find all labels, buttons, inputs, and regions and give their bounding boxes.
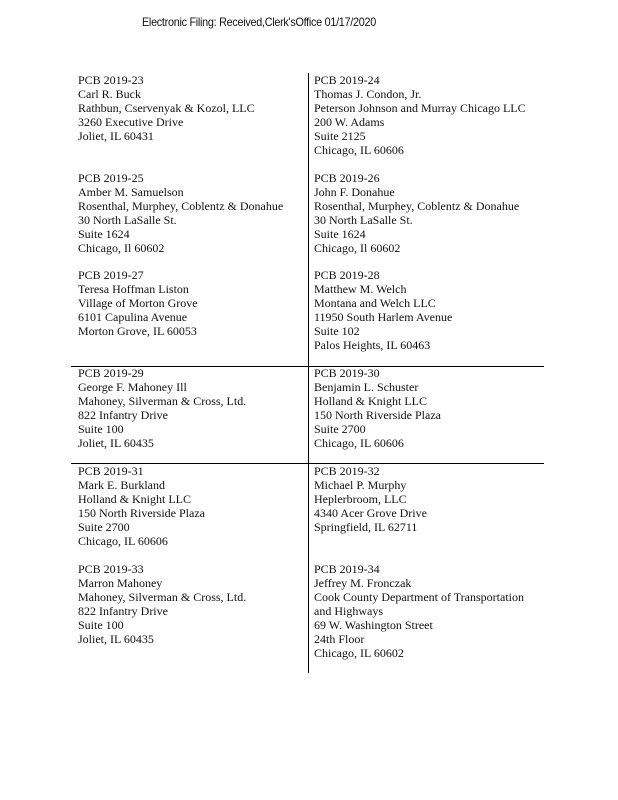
address-line: Holland & Knight LLC <box>78 492 191 506</box>
case-number: PCB 2019-26 <box>314 171 380 185</box>
address-line: Suite 2700 <box>314 422 366 436</box>
service-entry <box>314 464 427 534</box>
address-line: 4340 Acer Grove Drive <box>314 506 427 520</box>
address-line: Rosenthal, Murphey, Coblentz & Donahue <box>314 199 520 213</box>
address-line: 822 Infantry Drive <box>78 604 168 618</box>
address-line: Joliet, IL 60431 <box>78 129 154 143</box>
address-line: Suite 1624 <box>78 227 130 241</box>
case-number: PCB 2019-27 <box>78 268 144 282</box>
address-line: Suite 102 <box>314 324 360 338</box>
address-line: Chicago, IL 60606 <box>78 534 168 548</box>
service-entry <box>314 562 524 660</box>
address-line: Suite 100 <box>78 618 124 632</box>
address-line: Heplerbroom, LLC <box>314 492 407 506</box>
address-line: Joliet, IL 60435 <box>78 436 154 450</box>
address-line: Matthew M. Welch <box>314 282 407 296</box>
address-line: 6101 Capulina Avenue <box>78 310 188 324</box>
address-line: Benjamin L. Schuster <box>314 380 419 394</box>
address-line: Amber M. Samuelson <box>78 185 184 199</box>
address-line: Holland & Knight LLC <box>314 394 427 408</box>
case-number: PCB 2019-30 <box>314 366 380 380</box>
address-line: Suite 2700 <box>78 520 130 534</box>
address-line: Rosenthal, Murphey, Coblentz & Donahue <box>78 199 284 213</box>
case-number: PCB 2019-23 <box>78 73 144 87</box>
address-line: Montana and Welch LLC <box>314 296 436 310</box>
address-line: Chicago, IL 60602 <box>314 646 404 660</box>
address-line: Carl R. Buck <box>78 87 141 101</box>
address-line: Mahoney, Silverman & Cross, Ltd. <box>78 394 247 408</box>
address-line: 150 North Riverside Plaza <box>314 408 441 422</box>
service-entry <box>314 73 526 157</box>
address-line: 24th Floor <box>314 632 365 646</box>
address-line: Suite 100 <box>78 422 124 436</box>
address-line: Michael P. Murphy <box>314 478 407 492</box>
address-line: John F. Donahue <box>314 185 395 199</box>
address-line: 3260 Executive Drive <box>78 115 184 129</box>
case-number: PCB 2019-33 <box>78 562 144 576</box>
address-line: Marron Mahoney <box>78 576 163 590</box>
electronic-filing-header: Electronic Filing: Received,Clerk'sOffice 01/17/2020 <box>142 15 376 29</box>
address-line: Springfield, IL 62711 <box>314 520 418 534</box>
service-entry <box>78 73 255 143</box>
case-number: PCB 2019-24 <box>314 73 380 87</box>
service-entry <box>78 366 246 450</box>
case-number: PCB 2019-28 <box>314 268 380 282</box>
case-number: PCB 2019-25 <box>78 171 144 185</box>
address-line: Chicago, Il 60602 <box>314 241 401 255</box>
address-line: Suite 2125 <box>314 129 366 143</box>
address-line: Jeffrey M. Fronczak <box>314 576 412 590</box>
address-line: Village of Morton Grove <box>78 296 198 310</box>
case-number: PCB 2019-34 <box>314 562 380 576</box>
service-entry <box>78 562 246 646</box>
case-number: PCB 2019-32 <box>314 464 380 478</box>
address-line: 69 W. Washington Street <box>314 618 433 632</box>
address-line: Thomas J. Condon, Jr. <box>314 87 422 101</box>
service-entry <box>314 268 452 352</box>
address-line: Morton Grove, IL 60053 <box>78 324 197 338</box>
address-line: 11950 South Harlem Avenue <box>314 310 453 324</box>
service-entry <box>78 464 205 548</box>
address-line: Chicago, Il 60602 <box>78 241 165 255</box>
address-line: 150 North Riverside Plaza <box>78 506 205 520</box>
address-line: Peterson Johnson and Murray Chicago LLC <box>314 101 526 115</box>
service-entry <box>78 268 198 338</box>
address-line: and Highways <box>314 604 383 618</box>
address-line: Chicago, IL 60606 <box>314 143 404 157</box>
address-line: George F. Mahoney Ill <box>78 380 187 394</box>
address-line: Palos Heights, IL 60463 <box>314 338 431 352</box>
column-divider <box>308 73 309 673</box>
address-line: Suite 1624 <box>314 227 366 241</box>
address-line: 200 W. Adams <box>314 115 385 129</box>
address-line: Joliet, IL 60435 <box>78 632 154 646</box>
address-line: Rathbun, Cservenyak & Kozol, LLC <box>78 101 255 115</box>
case-number: PCB 2019-29 <box>78 366 144 380</box>
address-line: Teresa Hoffman Liston <box>78 282 189 296</box>
address-line: Cook County Department of Transportation <box>314 590 524 604</box>
case-number: PCB 2019-31 <box>78 464 144 478</box>
service-entry <box>314 366 441 450</box>
address-line: Chicago, IL 60606 <box>314 436 404 450</box>
address-line: 822 Infantry Drive <box>78 408 168 422</box>
address-line: Mahoney, Silverman & Cross, Ltd. <box>78 590 247 604</box>
address-line: 30 North LaSalle St. <box>78 213 177 227</box>
service-entry <box>78 171 283 255</box>
address-line: Mark E. Burkland <box>78 478 165 492</box>
service-entry <box>314 171 519 255</box>
address-line: 30 North LaSalle St. <box>314 213 413 227</box>
